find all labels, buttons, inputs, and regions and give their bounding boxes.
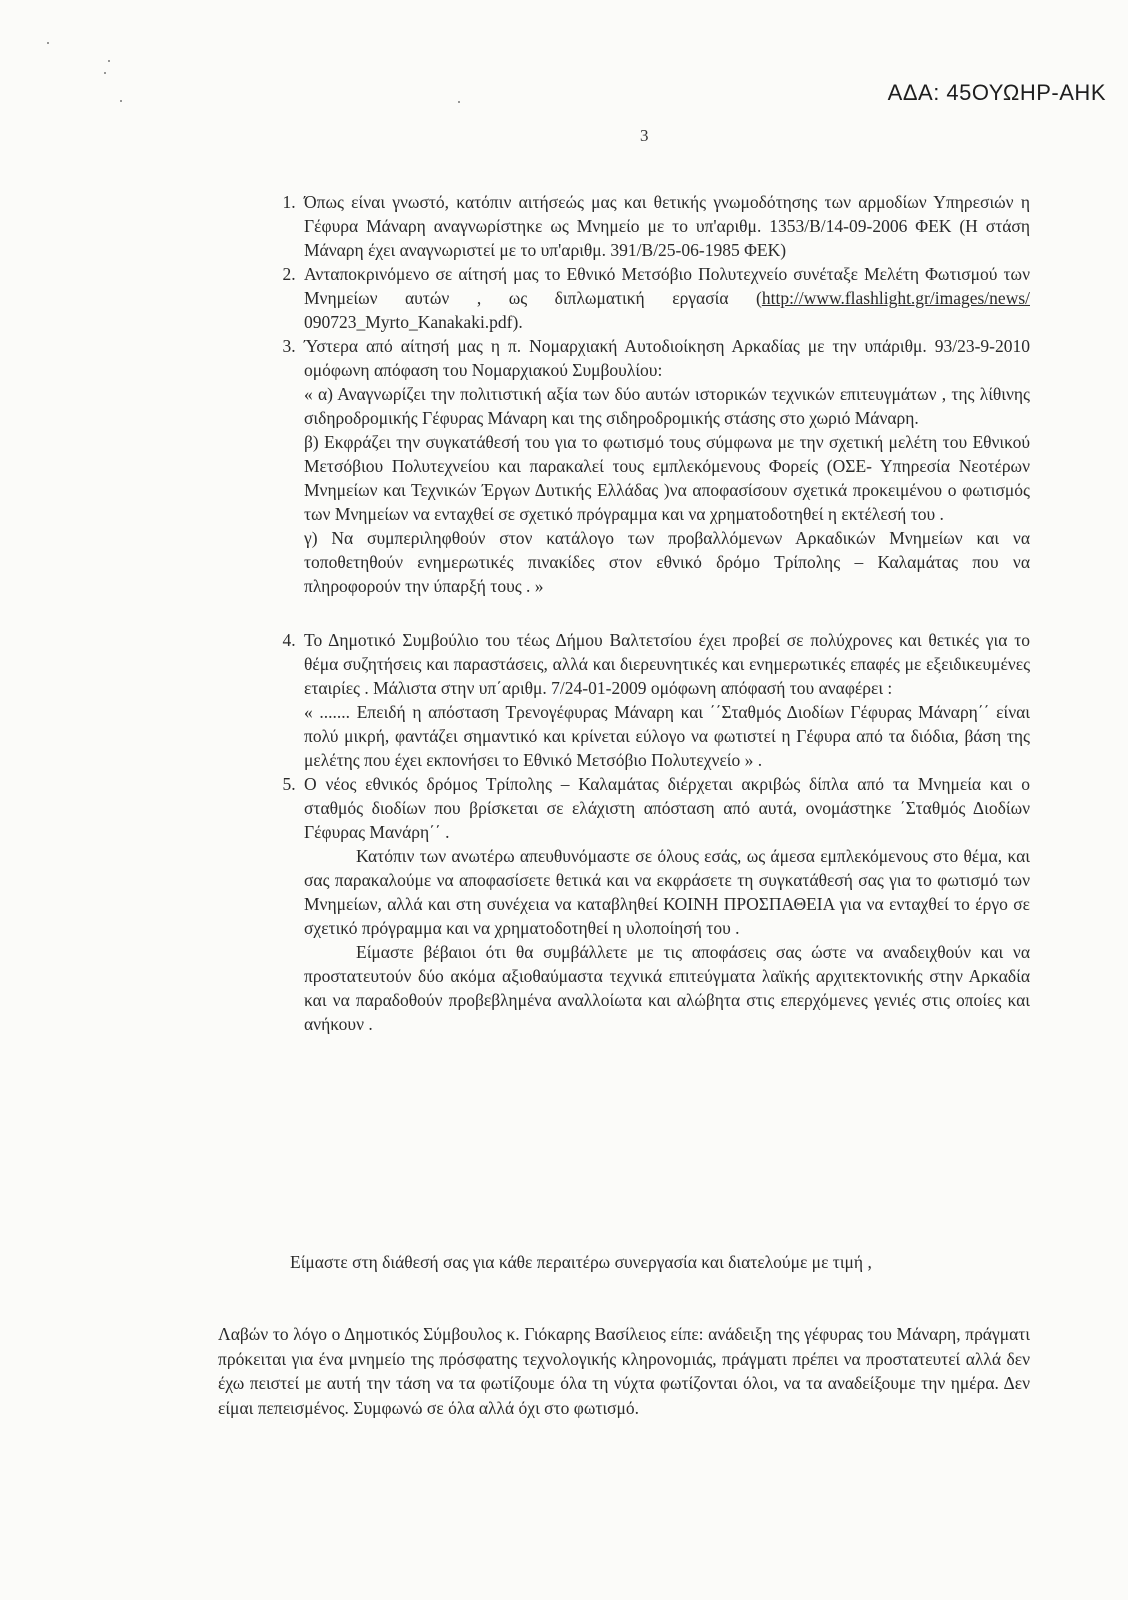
list-item-text: 4. Το Δημοτικό Συμβούλιο του τέως Δήμου Βαλτετσίου έχει προβεί σε πολύχρονες και θετικές για το θέμα συζητήσεις και παραστάσεις, αλλά και διερευνητικές και ενημερωτικές επαφές με εξειδικευμένες εταιρίες . Μάλιστα στην υπ΄αριθμ. 7/24-01-2009 ομόφωνη απόφασή του αναφέρει : (304, 630, 1030, 698)
spacer (304, 598, 1030, 628)
list-item-text: Όπως είναι γνωστό, κατόπιν αιτήσεώς μας και θετικής γνωμοδότησης των αρμοδίων Υπηρεσιών η Γέφυρα Μάναρη αναγνωρίστηκε ως Μνημείο με το υπ'αριθμ. 1353/Β/14-09-2006 ΦΕΚ (Η στάση Μάναρη έχει αναγνωριστεί με το υπ'αριθμ. 391/Β/25-06-1985 ΦΕΚ) (304, 192, 1030, 260)
list-item-2 (300, 262, 1030, 334)
list-item-3 (300, 334, 1030, 628)
assurance-paragraph: Είμαστε βέβαιοι ότι θα συμβάλλετε με τις αποφάσεις σας ώστε να αναδειχθούν και να προστατευτούν δύο ακόμα αξιοθαύμαστα τεχνικά επιτεύγματα λαϊκής αρχιτεκτονικής στην Αρκαδία και να παραδοθούν προβεβλημένα αναλλοίωτα και αλώβητα στις επερχόμενες γενιές στις οποίες και ανήκουν . (304, 942, 1030, 1034)
study-link[interactable]: http://www.flashlight.gr/images/news/ (761, 288, 1030, 308)
closing-line: Είμαστε στη διάθεσή σας για κάθε περαιτέρω συνεργασία και διατελούμε με τιμή , (290, 1252, 872, 1272)
list-item-text: 5. Ο νέος εθνικός δρόμος Τρίπολης – Καλαμάτας διέρχεται ακριβώς δίπλα από τα Μνημεία και ο σταθμός διοδίων που βρίσκεται σε ελάχιστη απόσταση από αυτά, ονομάστηκε ΄Σταθμός Διοδίων Γέφυρας Μανάρη΄΄ . (304, 774, 1030, 842)
scan-speck (458, 101, 460, 103)
list-item-text: Ανταποκρινόμενο σε αίτησή μας το Εθνικό Μετσόβιο Πολυτεχνείο συνέταξε Μελέτη Φωτισμού των Μνημείων αυτών , ως διπλωματική εργασία ( (304, 264, 1030, 308)
decision-point-c: γ) Να συμπεριληφθούν στον κατάλογο των προβαλλόμενων Αρκαδικών Μνημείων και να τοποθετηθούν ενημερωτικές πινακίδες στον εθνικό δρόμο Τρίπολης – Καλαμάτας που να πληροφορούν την ύπαρξή τους . » (304, 528, 1030, 596)
decision-point-b: β) Εκφράζει την συγκατάθεσή του για το φωτισμό τους σύμφωνα με την σχετική μελέτη του Εθνικού Μετσόβιου Πολυτεχνείου και παρακαλεί τους εμπλεκόμενους Φορείς (ΟΣΕ- Υπηρεσία Νεοτέρων Μνημείων και Τεχνικών Έργων Δυτικής Ελλάδας )να αποφασίσουν σχετικά προκειμένου ο φωτισμός των Μνημείων να ενταχθεί σε σχετικό πρόγραμμα και να χρηματοδοτηθεί η εκτέλεσή του . (304, 432, 1030, 524)
list-item-intro: 3. Ύστερα από αίτησή μας η π. Νομαρχιακή Αυτοδιοίκηση Αρκαδίας με την υπάριθμ. 93/23-9-2010 ομόφωνη απόφαση του Νομαρχιακού Συμβουλίου: (304, 336, 1030, 380)
list-item-5 (300, 772, 1030, 1036)
document-body (270, 190, 1030, 1036)
list-item-4 (300, 628, 1030, 772)
page-number: 3 (640, 126, 649, 145)
numbered-list (270, 190, 1030, 1036)
request-paragraph: Κατόπιν των ανωτέρω απευθυνόμαστε σε όλους εσάς, ως άμεσα εμπλεκόμενους στο θέμα, και σας παρακαλούμε να αποφασίσετε θετικά και να εκφράσετε τη συγκατάθεσή σας για το φωτισμό των Μνημείων, αλλά και στη συνέχεια να καταβληθεί ΚΟΙΝΗ ΠΡΟΣΠΑΘΕΙΑ για να ενταχθεί το έργο σε σχετικό πρόγραμμα και να χρηματοδοτηθεί η υλοποίησή του . (304, 846, 1030, 938)
scan-speck (104, 72, 106, 74)
scan-speck (108, 60, 110, 62)
decision-point-a: « α) Αναγνωρίζει την πολιτιστική αξία των δύο αυτών ιστορικών τεχνικών επιτευγμάτων , της λίθινης σιδηροδρομικής Γέφυρας Μάναρη και της σιδηροδρομικής στάσης στο χωριό Μάναρη. (304, 384, 1030, 428)
ada-code: ΑΔΑ: 45ΟΥΩΗΡ-ΑΗΚ (887, 80, 1106, 105)
list-item-text: 090723_Myrto_Kanakaki.pdf). (304, 312, 523, 332)
council-quote: « ....... Επειδή η απόσταση Τρενογέφυρας Μάναρη και ΄΄Σταθμός Διοδίων Γέφυρας Μάναρη΄΄ είναι πολύ μικρή, φαντάζει σημαντικό και κρίνεται εύλογο να φωτιστεί η Γέφυρα από τα διόδια, βάση της μελέτης που έχει εκπονήσει το Εθνικό Μετσόβιο Πολυτεχνείο » . (304, 702, 1030, 770)
councillor-statement: Λαβών το λόγο ο Δημοτικός Σύμβουλος κ. Γιόκαρης Βασίλειος είπε: ανάδειξη της γέφυρας του Μάναρη, πράγματι πρόκειται για ένα μνημείο της πρόσφατης τεχνολογικής κληρονομιάς, πράγματι πρέπει να προστατευτεί αλλά δεν έχω πειστεί με αυτή την τάση να τα φωτίζουμε όλα τη νύχτα φωτίζονται όλοι, να τα αναδείξουμε την ημέρα. Δεν είμαι πεπεισμένος. Συμφωνώ σε όλα αλλά όχι στο φωτισμό. (218, 1324, 1030, 1418)
scan-speck (47, 42, 49, 44)
list-item-1 (300, 190, 1030, 262)
scan-speck (120, 100, 122, 102)
